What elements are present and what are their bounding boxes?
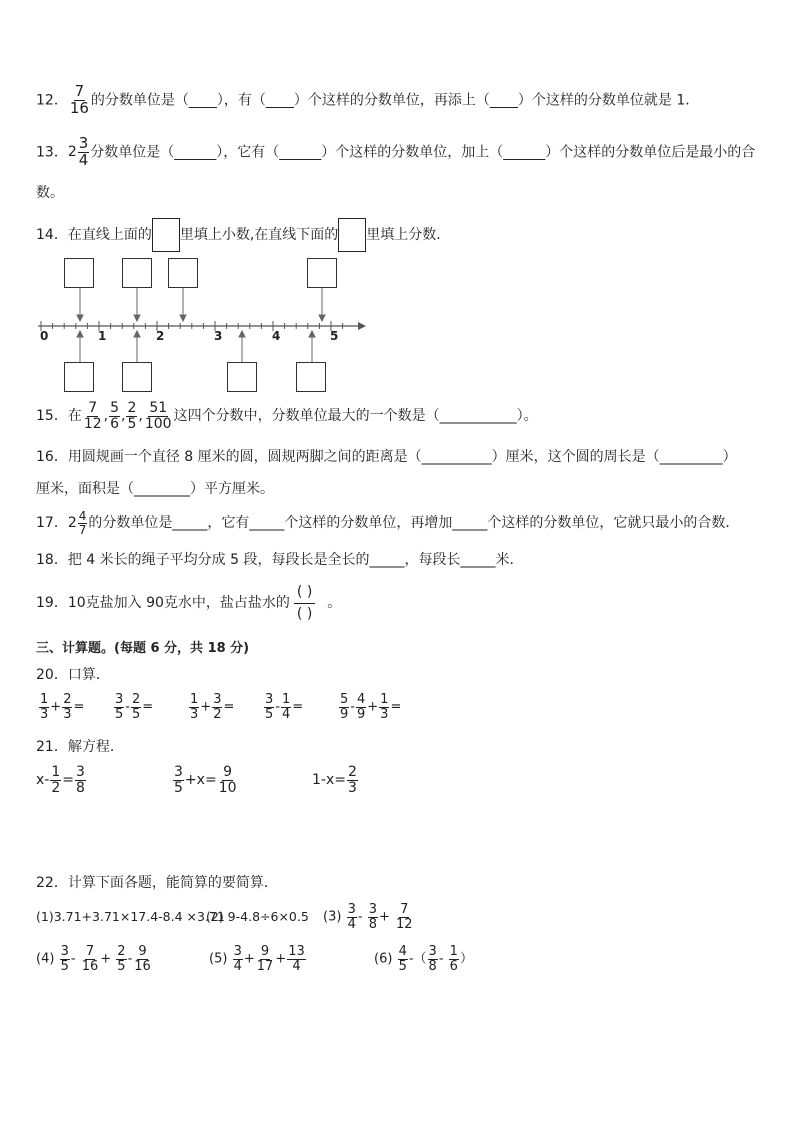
- decimal-answer-box[interactable]: [64, 258, 94, 288]
- fraction-answer-box[interactable]: [64, 362, 94, 392]
- tick-label: 0: [40, 329, 49, 343]
- question-number: 14．: [36, 227, 68, 243]
- oral-item: $\frac{3}{5}$ - $\frac{2}{5}$ =: [115, 692, 154, 722]
- problem-6: (6) $\frac{4}{5}$ -（ $\frac{3}{8}$ - $\frac{1}{6}$ ）: [374, 944, 473, 974]
- fraction: $\frac{3}{5}$: [115, 692, 124, 722]
- section-title: 三、计算题。(每题 6 分，共 18 分): [36, 641, 250, 656]
- question-number: 18．: [36, 552, 68, 568]
- question-20-title: 20．口算．: [36, 667, 110, 683]
- answer-box-icon: [338, 218, 366, 252]
- fraction: $\frac{2}{3}$: [63, 692, 72, 722]
- question-text: 10克盐加入 90克水中，盐占盐水的: [67, 595, 290, 612]
- oral-item: $\frac{1}{3}$ + $\frac{3}{2}$ =: [190, 692, 235, 722]
- question-number: 15．: [36, 408, 68, 425]
- fraction: $\frac{9}{10}$: [218, 764, 237, 796]
- fraction: $\frac{3}{5}$: [60, 944, 69, 974]
- question-text: 把 4 米长的绳子平均分成 5 段，每段长是全长的_____，每段长_____米．: [67, 552, 524, 568]
- fraction: $\frac{51}{100}$: [144, 400, 172, 432]
- fraction: $\frac{2}{5}$: [127, 400, 137, 432]
- problem-5: (5) $\frac{3}{4}$ + $\frac{9}{17}$ + $\frac{13}{4}$: [209, 944, 305, 974]
- question-text: 这四个分数中，分数单位最大的一个数是（___________）。: [173, 408, 538, 425]
- fraction: $\frac{9}{17}$: [256, 944, 274, 974]
- tick-label: 2: [156, 329, 165, 343]
- fraction: $\frac{5}{9}$: [340, 692, 349, 722]
- fraction: $\frac{5}{6}$: [110, 400, 120, 432]
- fraction: $\frac{1}{6}$: [449, 944, 458, 974]
- problem-3: (3) $\frac{3}{4}$ - $\frac{3}{8}$ + $\frac{7}{12}$: [323, 902, 413, 932]
- question-number: 19．: [36, 595, 68, 612]
- number-line-figure: [30, 255, 370, 395]
- mixed-number: 2 $\frac{3}{4}$: [67, 134, 89, 169]
- question-text: 用圆规画一个直径 8 厘米的圆，圆规两脚之间的距离是（__________）厘米，这个圆的周长是（_________）: [67, 449, 737, 465]
- fraction-answer-box[interactable]: [296, 362, 326, 392]
- question-number: 17．: [36, 515, 68, 532]
- equation-2: $\frac{3}{5}$ +x= $\frac{9}{10}$: [174, 764, 237, 796]
- problem-4: (4) $\frac{3}{5}$ - $\frac{7}{16}$ + $\frac{2}{5}$ - $\frac{9}{16}$: [36, 944, 151, 974]
- fraction: $\frac{4}{9}$: [356, 692, 366, 722]
- question-number: 16．: [36, 449, 68, 465]
- answer-box-icon: [152, 218, 180, 252]
- oral-item: $\frac{3}{5}$ - $\frac{1}{4}$ =: [265, 692, 304, 722]
- oral-item: $\frac{5}{9}$ - $\frac{4}{9}$ + $\frac{1}{3}$ =: [340, 692, 402, 722]
- fraction: $\frac{7}{16}$: [69, 82, 89, 117]
- fraction: $\frac{3}{8}$: [76, 764, 85, 796]
- fraction: $\frac{3}{8}$: [428, 944, 437, 974]
- question-17: [36, 510, 739, 536]
- tick-label: 5: [330, 329, 339, 343]
- fraction-answer-box[interactable]: [122, 362, 152, 392]
- decimal-answer-box[interactable]: [307, 258, 337, 288]
- oral-item: $\frac{1}{3}$ + $\frac{2}{3}$ =: [40, 692, 85, 722]
- question-13-continuation: 数。: [36, 185, 64, 201]
- question-13: [36, 136, 755, 169]
- question-text: 的分数单位是（____），有（____）个这样的分数单位，再添上（____）个这样的分数单位就是 1．: [90, 92, 700, 109]
- fraction: $\frac{1}{4}$: [281, 692, 291, 722]
- fraction: $\frac{3}{2}$: [213, 692, 222, 722]
- question-number: 12．: [36, 92, 68, 109]
- decimal-answer-box[interactable]: [168, 258, 198, 288]
- fraction: $\frac{3}{5}$: [265, 692, 274, 722]
- fraction: $\frac{2}{5}$: [117, 944, 126, 974]
- tick-label: 1: [98, 329, 107, 343]
- mixed-number: 2 $\frac{4}{7}$: [67, 509, 87, 537]
- tick-label: 4: [272, 329, 281, 343]
- problem-2: (2) 9-4.8÷6×0.5: [206, 909, 309, 924]
- equation-3: 1-x= $\frac{2}{3}$: [312, 764, 357, 796]
- fraction: $\frac{1}{3}$: [40, 692, 49, 722]
- decimal-answer-box[interactable]: [122, 258, 152, 288]
- question-number: 13．: [36, 144, 68, 161]
- fraction: $\frac{3}{4}$: [233, 944, 242, 974]
- question-16-continuation: 厘米，面积是（________）平方厘米。: [36, 481, 274, 497]
- fraction-answer-box[interactable]: [227, 362, 257, 392]
- question-12: [36, 84, 699, 117]
- question-text: 分数单位是（______），它有（______）个这样的分数单位，加上（______）个这样的分数单位后是最小的合: [90, 144, 756, 161]
- question-22-title: 22．计算下面各题，能简算的要简算．: [36, 875, 278, 891]
- problem-1: (1)3.71+3.71×17.4-8.4 ×3.71: [36, 909, 225, 924]
- fraction: $\frac{9}{16}$: [134, 944, 151, 974]
- fraction: $\frac{4}{5}$: [398, 944, 407, 974]
- equation-1: x- $\frac{1}{2}$ = $\frac{3}{8}$: [36, 764, 85, 796]
- question-19: 19．10克盐加入 90克水中，盐占盐水的 $\frac{( )}{( )}$ 。: [36, 584, 342, 622]
- question-15: 15．在 $\frac{7}{12}$ , $\frac{5}{6}$ , $\frac{2}{5}$ , $\frac{51}{100}$ 这四个分数中，分数单位最大的一个数是（___________）。: [36, 400, 538, 432]
- question-16: [36, 450, 737, 464]
- fraction: $\frac{1}{3}$: [190, 692, 199, 722]
- fraction: $\frac{7}{16}$: [81, 944, 99, 974]
- fraction: $\frac{7}{12}$: [83, 400, 102, 432]
- tick-label: 3: [214, 329, 223, 343]
- fraction: $\frac{1}{2}$: [51, 764, 61, 796]
- question-14: 14．在直线上面的 里填上小数,在直线下面的 里填上分数．: [36, 218, 450, 252]
- fraction: $\frac{3}{4}$: [347, 902, 356, 932]
- fraction: $\frac{3}{8}$: [368, 902, 377, 932]
- fraction: $\frac{7}{12}$: [396, 902, 413, 932]
- fraction: $\frac{2}{3}$: [347, 764, 357, 796]
- question-18: [36, 553, 523, 567]
- question-21-title: 21．解方程．: [36, 739, 124, 755]
- fraction: $\frac{13}{4}$: [288, 944, 305, 974]
- blank-fraction[interactable]: $\frac{( )}{( )}$: [294, 584, 315, 622]
- fraction: $\frac{1}{3}$: [380, 692, 389, 722]
- fraction: $\frac{3}{5}$: [174, 764, 183, 796]
- question-text: 的分数单位是_____，它有_____个这样的分数单位，再增加_____个这样的分数单位，它就只最小的合数．: [88, 515, 740, 532]
- fraction: $\frac{2}{5}$: [131, 692, 141, 722]
